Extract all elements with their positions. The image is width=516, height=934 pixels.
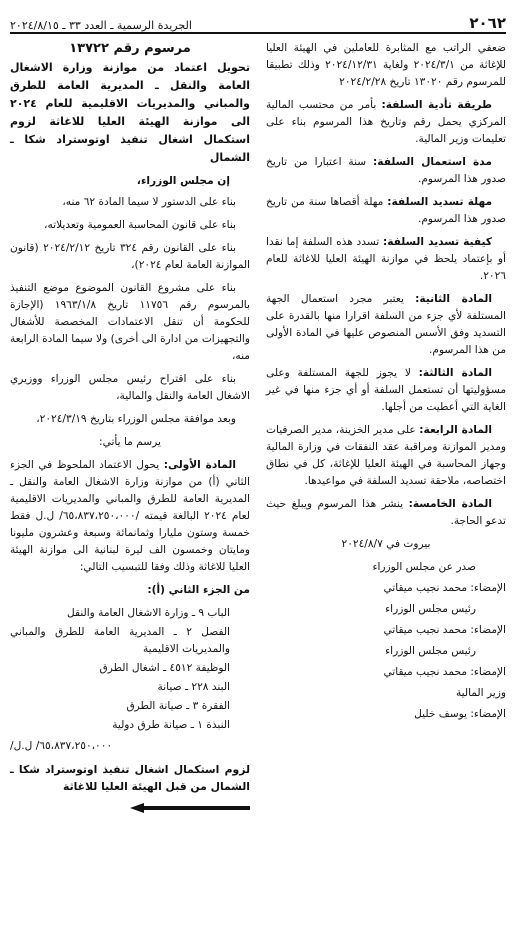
preamble-item: بناء على اقتراح رئيس مجلس الوزراء ووزيري الاشغال العامة والنقل والمالية، bbox=[10, 373, 250, 402]
article-key: المادة الرابعة: bbox=[419, 424, 492, 436]
clause-usage-period bbox=[266, 154, 506, 188]
clause-repayment-method bbox=[266, 234, 506, 285]
article-one bbox=[10, 457, 250, 576]
clause-payment-method bbox=[266, 97, 506, 148]
signature-line: الإمضاء: محمد نجيب ميقاتي bbox=[383, 582, 506, 594]
signature-issued-by: صدر عن مجلس الوزراء bbox=[372, 561, 476, 573]
article-text: ينشر هذا المرسوم ويبلغ حيث تدعو الحاجة. bbox=[266, 498, 506, 527]
page-header bbox=[10, 8, 506, 34]
budget-item: الفصل ٢ ـ المديرية العامة للطرق والمباني والمديريات الاقليمية bbox=[10, 626, 230, 655]
clause-text: سنة اعتبارا من تاريخ صدور هذا المرسوم. bbox=[266, 156, 506, 185]
article-key: المادة الخامسة: bbox=[408, 498, 492, 510]
clause-key: كيفية تسديد السلفة: bbox=[383, 236, 492, 248]
signature-title: رئيس مجلس الوزراء bbox=[385, 645, 476, 657]
signature-line: الإمضاء: محمد نجيب ميقاتي bbox=[383, 624, 506, 636]
intro-paragraph: ضعفي الراتب مع المثابرة للعاملين في الهيئة العليا للإغاثة من ٢٠٢٤/٣/١ ولغاية ٢٠٢٤/١٢/٣١ وذلك تطبيقا للمرسوم رقم ١٣٠٢٠ تاريخ ٢٠٢٤/٢/٢٨ bbox=[266, 42, 507, 88]
article-four bbox=[266, 422, 506, 490]
article-text: لا يجوز للجهة المستلفة وعلى مسؤوليتها أن تستعمل السلفة أو أي جزء منها في غير الغاية التي أعطيت من أجلها. bbox=[266, 367, 506, 413]
article-text: يعتبر مجرد استعمال الجهة المستلفة لأي جزء من السلفة اقرارا منها بالقدرة على التسديد وفق الأسس المنصوص عليها في المادة الأولى من هذا المرسوم. bbox=[266, 293, 506, 356]
left-column bbox=[10, 40, 250, 819]
article-key: المادة الأولى: bbox=[163, 459, 237, 471]
budget-item: النبذة ١ ـ صيانة طرق دولية bbox=[112, 719, 230, 731]
right-column bbox=[266, 40, 506, 819]
transfer-purpose: لزوم استكمال اشغال تنفيذ اوتوستراد شكا ـ الشمال من قبل الهيئة العليا للاغاثة bbox=[10, 763, 250, 793]
decree-subject: تحويل اعتماد من موازنة وزارة الاشغال العامة والنقل ـ المديرية العامة للطرق والمباني والمديريات الاقليمية للعام ٢٠٢٤ الى موازنة الهيئة العليا للاغاثة لزوم استكمال اشغال تنفيذ اوتوستراد شكا ـ الشمال bbox=[10, 61, 250, 164]
signature-line: الإمضاء: محمد نجيب ميقاتي bbox=[383, 666, 506, 678]
decrees-line: يرسم ما يأتي: bbox=[99, 436, 161, 448]
budget-item: الباب ٩ ـ وزارة الاشغال العامة والنقل bbox=[66, 607, 230, 619]
budget-item: البند ٢٢٨ ـ صيانة bbox=[157, 681, 230, 693]
clause-key: مهلة تسديد السلفة: bbox=[387, 196, 492, 208]
article-key: المادة الثالثة: bbox=[418, 367, 492, 379]
decree-title: مرسوم رقم ١٣٧٢٢ bbox=[69, 41, 191, 56]
article-three bbox=[266, 365, 506, 416]
clause-key: طريقة تأدية السلفة: bbox=[381, 99, 492, 111]
preamble-item: بناء على القانون رقم ٣٢٤ تاريخ ٢٠٢٤/٢/١٢ (قانون الموازنة العامة لعام ٢٠٢٤)، bbox=[10, 242, 250, 271]
preamble-item: وبعد موافقة مجلس الوزراء بتاريخ ٢٠٢٤/٣/١٩، bbox=[36, 413, 236, 425]
preamble-item: بناء على مشروع القانون الموضوع موضع التنفيذ بالمرسوم رقم ١١٧٥٦ تاريخ ١٩٦٣/١/٨ (الإجازة للحكومة أن تنقل الاعتمادات المخصصة للأشغال والتجهيزات من ادارة الى أخرى) ولا سيما المادة الرابعة منه، bbox=[10, 282, 250, 362]
columns bbox=[10, 40, 506, 819]
clause-text: تسدد هذه السلفة إما نقدا أو بإعتماد يلحظ في موازنة الهيئة العليا للاغاثة للعام ٢٠٢٦. bbox=[266, 236, 506, 282]
total-amount: /٦٥،٨٣٧،٢٥٠،٠٠٠/ ل.ل bbox=[10, 740, 113, 752]
clause-text: بأمر من محتسب المالية المركزي يحمل رقم وتاريخ هذا المرسوم بناء على تعليمات وزير المالية. bbox=[266, 99, 506, 145]
article-text: على مدير الخزينة، مدير الصرفيات ومدير الموازنة ومراقبة عقد النفقات في وزارة المالية وجهاز المحاسبة في الهيئة العليا للإغاثة، كل في نطاق اختصاصه، ملاحقة تسديد السلفة في مواعيدها. bbox=[266, 424, 506, 487]
signature-title: رئيس مجلس الوزراء bbox=[385, 603, 476, 615]
from-part: من الجزء الثاني (أ): bbox=[147, 584, 250, 596]
signature-line: الإمضاء: يوسف خليل bbox=[414, 708, 506, 720]
issue-date: بيروت في ٢٠٢٤/٨/٧ bbox=[341, 538, 431, 550]
clause-text: مهلة أقصاها سنة من تاريخ صدور هذا المرسوم. bbox=[266, 196, 506, 225]
article-text: يحول الاعتماد الملحوظ في الجزء الثاني (أ) من موازنة وزارة الاشغال العامة والنقل ـ المديرية العامة للطرق والمباني والمديريات الاقليمية لعام ٢٠٢٤ البالغة قيمته /٦٥،٨٣٧،٢٥٠،٠٠٠/ ل.ل فقط خمسة وستون مليارا وثمانمائة وسبعة وعشرون مليونا ومايتان وخمسون الف ليرة لبنانية الى موازنة الهيئة العليا للاغاثة وذلك وفقا للتبسيب التالي: bbox=[10, 459, 250, 573]
article-key: المادة الثانية: bbox=[415, 293, 492, 305]
end-arrow-icon bbox=[130, 803, 250, 813]
clause-key: مدة استعمال السلفة: bbox=[373, 156, 492, 168]
clause-repayment-deadline bbox=[266, 194, 506, 228]
signature-title: وزير المالية bbox=[455, 687, 506, 699]
preamble-item: بناء على قانون المحاسبة العمومية وتعديلاته، bbox=[44, 219, 236, 231]
budget-item: الفقرة ٣ ـ صيانة الطرق bbox=[126, 700, 230, 712]
article-five bbox=[266, 496, 506, 530]
gazette-title: الجريدة الرسمية ـ العدد ٣٣ ـ ٢٠٢٤/٨/١٥ bbox=[10, 19, 192, 32]
preamble-item: بناء على الدستور لا سيما المادة ٦٢ منه، bbox=[62, 196, 236, 208]
article-two bbox=[266, 291, 506, 359]
budget-item: الوظيفة ٤٥١٢ ـ اشغال الطرق bbox=[99, 662, 230, 674]
page-number: ٢٠٦٢ bbox=[469, 14, 506, 32]
council-intro: إن مجلس الوزراء، bbox=[136, 175, 230, 187]
